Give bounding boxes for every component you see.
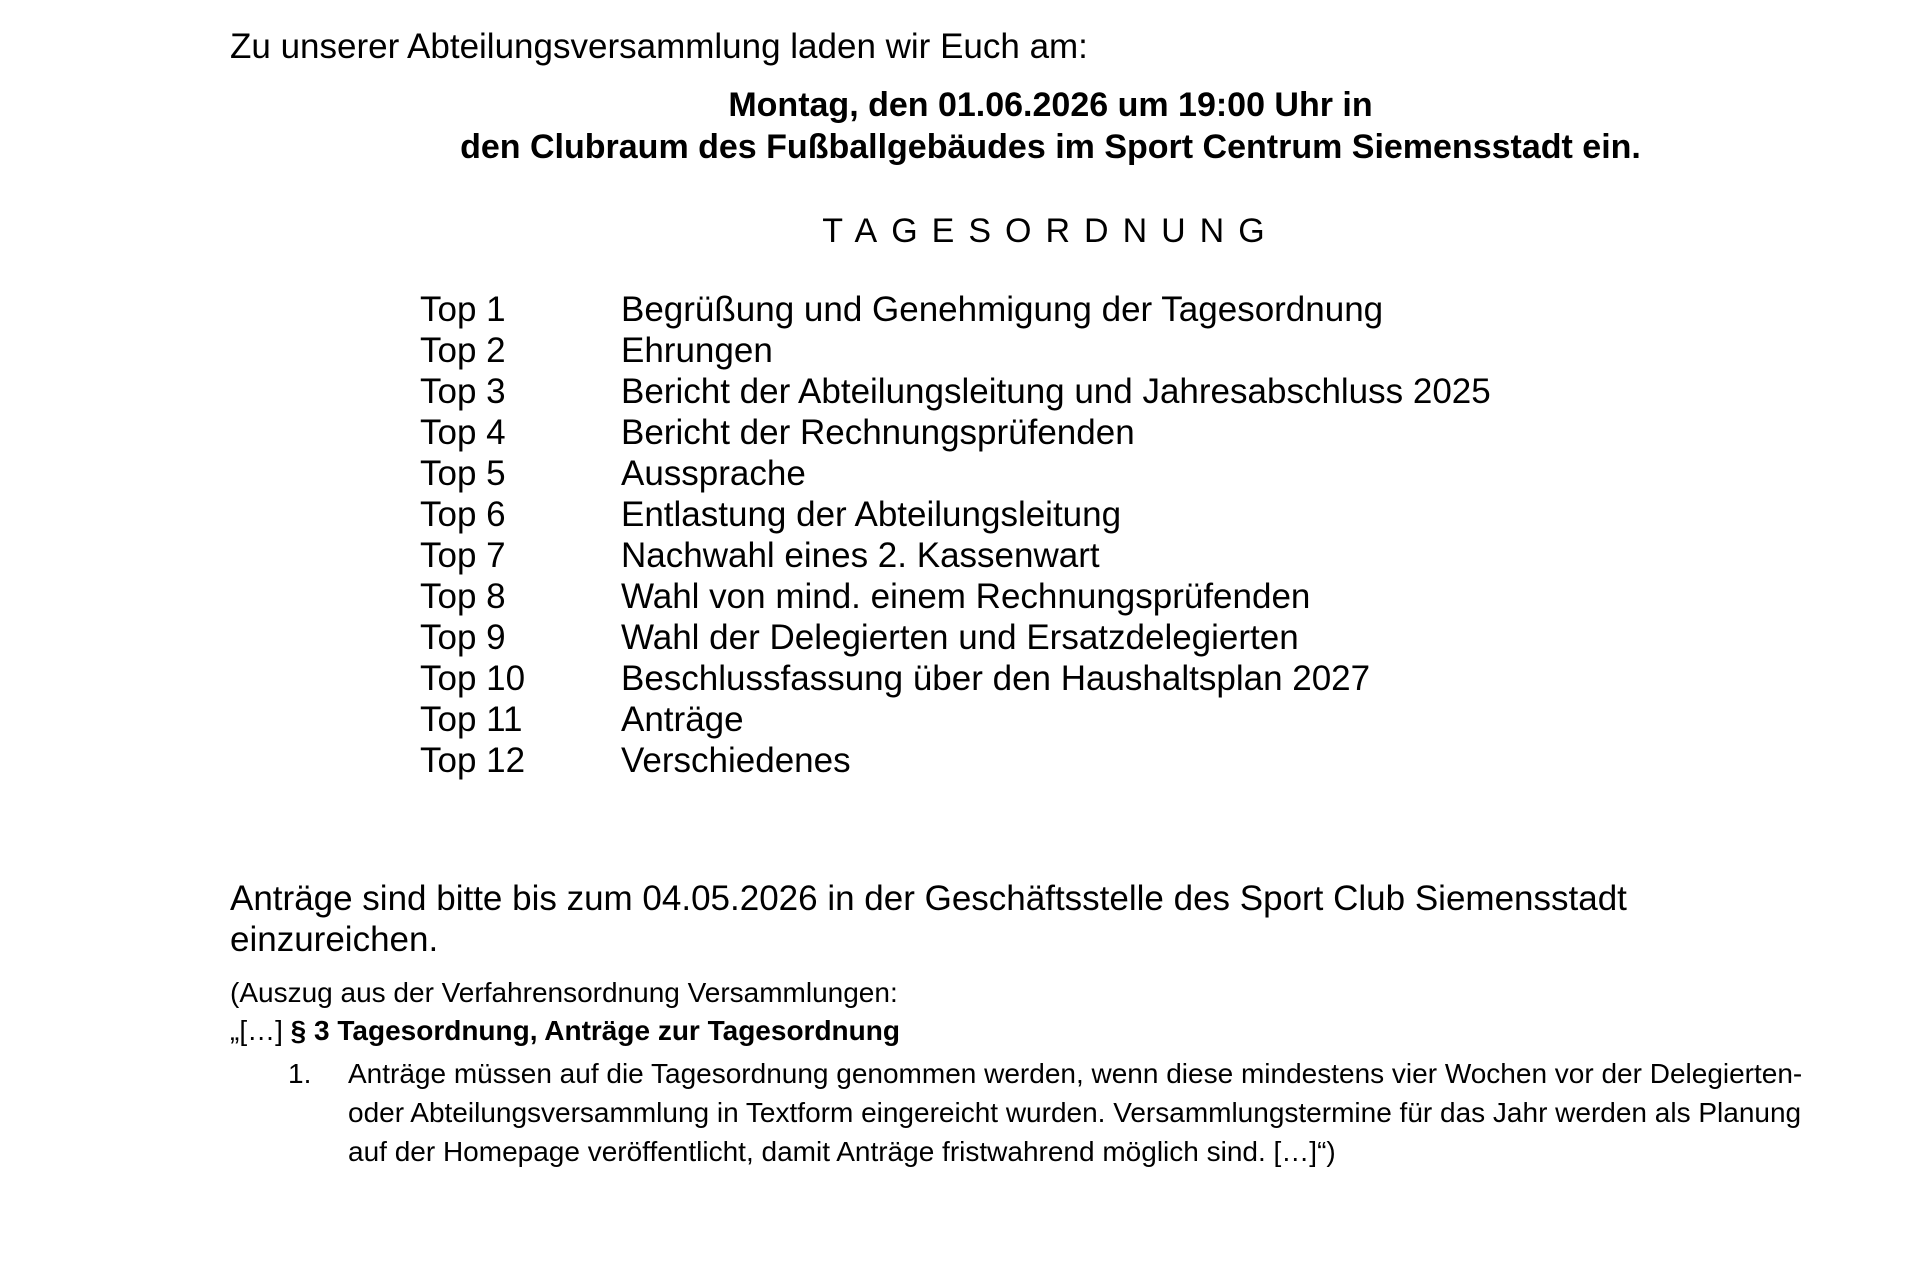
excerpt-heading-prefix: „[…] — [230, 1015, 291, 1046]
agenda-item-number: Top 11 — [420, 700, 523, 739]
excerpt-heading-title: § 3 Tagesordnung, Anträge zur Tagesordnung — [290, 1015, 900, 1046]
agenda-item — [420, 658, 1491, 699]
excerpt-section-heading — [230, 1012, 1790, 1050]
agenda-item-text: Ehrungen — [621, 331, 773, 370]
agenda-item — [420, 617, 1491, 658]
agenda-item — [420, 535, 1491, 576]
agenda-item-number: Top 6 — [420, 495, 506, 534]
excerpt-intro: (Auszug aus der Verfahrensordnung Versammlungen: — [230, 977, 898, 1008]
agenda-item — [420, 412, 1491, 453]
agenda-item-number: Top 7 — [420, 536, 506, 575]
agenda-item-number: Top 12 — [420, 741, 526, 780]
agenda-item-text: Beschlussfassung über den Haushaltsplan 2027 — [621, 659, 1371, 698]
procedure-excerpt — [230, 974, 1803, 1171]
agenda-item-text: Verschiedenes — [621, 741, 851, 780]
agenda-item-text: Nachwahl eines 2. Kassenwart — [621, 536, 1100, 575]
agenda-item-text: Entlastung der Abteilungsleitung — [621, 495, 1122, 534]
agenda-item-text: Bericht der Abteilungsleitung und Jahresabschluss 2025 — [621, 372, 1491, 411]
agenda-item-text: Begrüßung und Genehmigung der Tagesordnung — [621, 290, 1384, 329]
agenda-item — [420, 494, 1491, 535]
agenda-item-number: Top 2 — [420, 331, 506, 370]
agenda-item-text: Aussprache — [621, 454, 806, 493]
agenda-item-text: Wahl von mind. einem Rechnungsprüfenden — [621, 577, 1311, 616]
agenda-item-number: Top 4 — [420, 413, 506, 452]
agenda-item — [420, 289, 1491, 330]
agenda-item — [420, 453, 1491, 494]
agenda-item-number: Top 10 — [420, 659, 526, 698]
agenda-item-number: Top 5 — [420, 454, 506, 493]
agenda-item-text: Bericht der Rechnungsprüfenden — [621, 413, 1135, 452]
agenda-item — [420, 371, 1491, 412]
agenda-item-number: Top 1 — [420, 290, 506, 329]
agenda-list — [420, 289, 1491, 781]
invitation-intro: Zu unserer Abteilungsversammlung laden wir Euch am: — [230, 27, 1088, 66]
agenda-item-number: Top 8 — [420, 577, 506, 616]
agenda-item — [420, 330, 1491, 371]
application-deadline: Anträge sind bitte bis zum 04.05.2026 in der Geschäftsstelle des Sport Club Siemensstadt einzureichen. — [230, 879, 1627, 959]
agenda-item-number: Top 3 — [420, 372, 506, 411]
agenda-title: TAGESORDNUNG — [822, 212, 1279, 250]
meeting-location: den Clubraum des Fußballgebäudes im Sport Centrum Siemensstadt ein. — [460, 128, 1641, 166]
excerpt-rule-text: Anträge müssen auf die Tagesordnung genommen werden, wenn diese mindestens vier Wochen vor der Delegierten- oder Abteilungsversammlung in Textform eingereicht wurden. Versammlungstermine für das Jahr werden als Planung auf der Homepage veröffentlicht, damit Anträge fristwahrend möglich sind. […]“) — [348, 1058, 1803, 1167]
excerpt-rule-number: 1. — [288, 1058, 312, 1089]
agenda-item-text: Wahl der Delegierten und Ersatzdelegierten — [621, 618, 1299, 657]
meeting-date-time: Montag, den 01.06.2026 um 19:00 Uhr in — [728, 86, 1373, 124]
excerpt-rule-item — [230, 1054, 1808, 1171]
agenda-item — [420, 699, 1491, 740]
agenda-item — [420, 576, 1491, 617]
agenda-item — [420, 740, 1491, 781]
agenda-item-text: Anträge — [621, 700, 744, 739]
agenda-item-number: Top 9 — [420, 618, 506, 657]
